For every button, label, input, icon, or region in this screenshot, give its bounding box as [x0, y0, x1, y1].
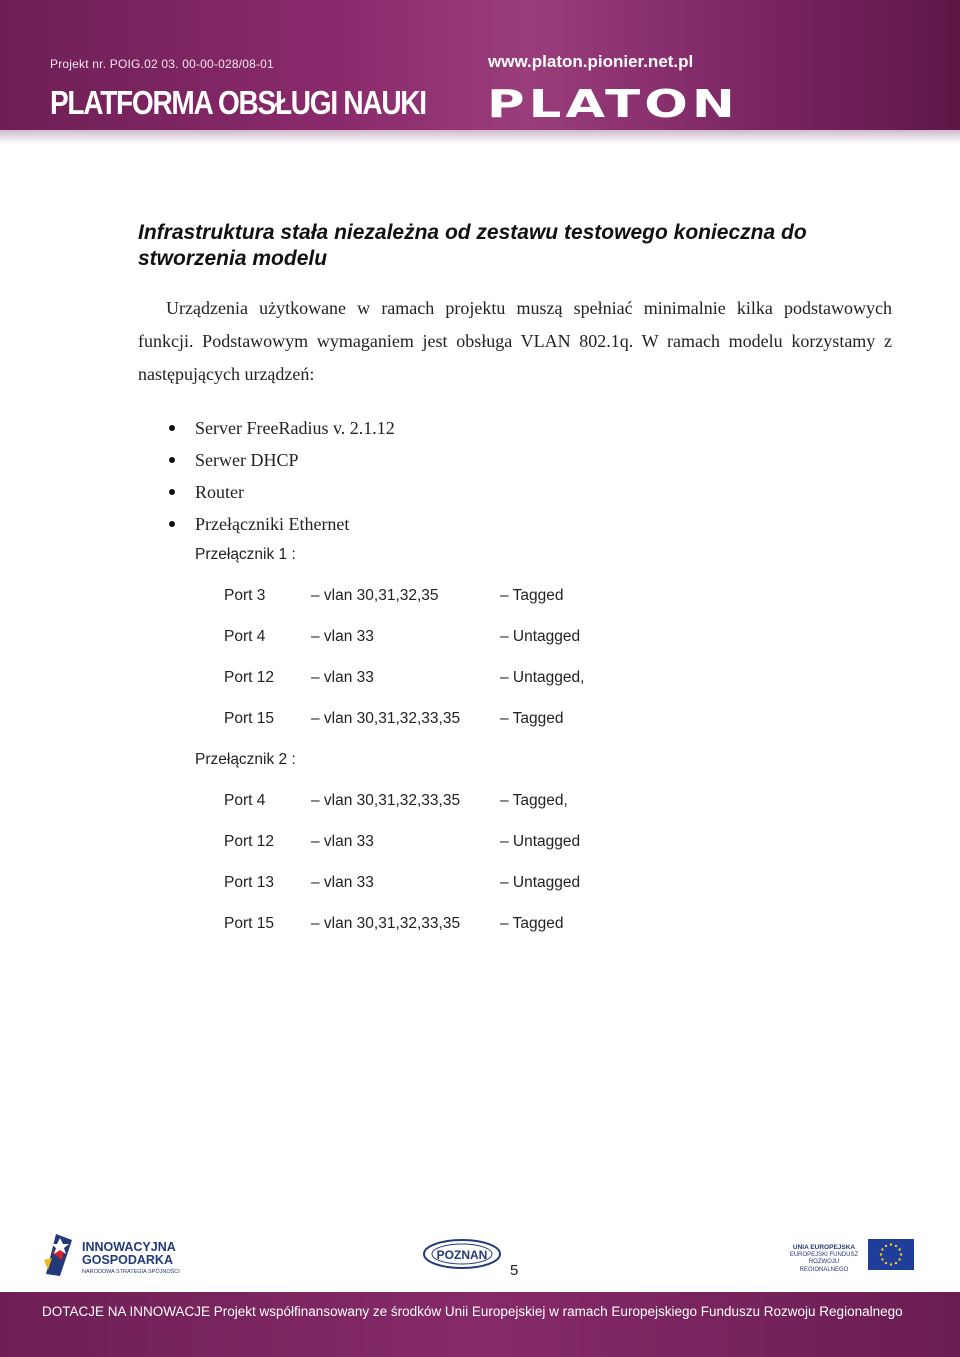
port-mode: – Untagged,: [500, 669, 585, 686]
bullet-icon: [169, 489, 175, 495]
intro-paragraph: [138, 292, 892, 391]
device-list: [138, 412, 395, 540]
port-mode: – Untagged: [500, 628, 581, 645]
eu-line3: ROZWOJU REGIONALNEGO: [799, 1259, 849, 1273]
switch-2-title: Przełącznik 2 :: [195, 751, 296, 768]
bullet-icon: [169, 425, 175, 431]
port-mode: – Untagged: [500, 874, 581, 891]
switch-1-title: Przełącznik 1 :: [195, 546, 296, 563]
port-vlan: – vlan 33: [311, 628, 374, 645]
eu-fund-text: [784, 1244, 864, 1274]
ig-line2: GOSPODARKA: [82, 1253, 173, 1267]
innowacyjna-gospodarka-logo-icon: [42, 1230, 78, 1278]
list-item: [138, 476, 395, 508]
port-mode: – Tagged: [500, 587, 564, 604]
innowacyjna-gospodarka-text: [82, 1241, 176, 1267]
section-heading: Infrastruktura stała niezależna od zestawu testowego konieczna do stworzenia modelu: [138, 221, 807, 270]
list-item-label: Serwer DHCP: [195, 450, 299, 470]
port-vlan: – vlan 33: [311, 874, 374, 891]
port-vlan: – vlan 30,31,32,35: [311, 587, 439, 604]
port-mode: – Tagged: [500, 710, 564, 727]
site-url[interactable]: www.platon.pionier.net.pl: [488, 52, 694, 71]
port-mode: – Tagged,: [500, 792, 568, 809]
ig-line1: INNOWACYJNA: [82, 1240, 176, 1254]
port-name: Port 4: [224, 792, 266, 809]
platform-name: PLATFORMA OBSŁUGI NAUKI: [50, 84, 426, 121]
list-item-label: Server FreeRadius v. 2.1.12: [195, 418, 395, 438]
poznan-logo-icon: [422, 1237, 502, 1271]
list-item: [138, 412, 395, 444]
project-number: Projekt nr. POIG.02 03. 00-00-028/08-01: [50, 57, 274, 71]
poznan-logo-text: POZNAN: [436, 1248, 488, 1262]
port-mode: – Untagged: [500, 833, 581, 850]
port-vlan: – vlan 30,31,32,33,35: [311, 915, 461, 932]
platon-logo: PLATON: [487, 82, 739, 126]
port-vlan: – vlan 33: [311, 669, 374, 686]
table-row: [224, 710, 644, 732]
port-name: Port 13: [224, 874, 274, 891]
port-mode: – Tagged: [500, 915, 564, 932]
port-vlan: – vlan 33: [311, 833, 374, 850]
eu-line2: EUROPEJSKI FUNDUSZ: [789, 1251, 859, 1258]
list-item: [138, 508, 395, 540]
port-vlan: – vlan 30,31,32,33,35: [311, 792, 461, 809]
header-shadow: [0, 130, 960, 144]
port-name: Port 15: [224, 915, 274, 932]
port-name: Port 15: [224, 710, 274, 727]
table-row: [224, 587, 644, 609]
list-item-label: Przełączniki Ethernet: [195, 514, 350, 534]
table-row: [224, 874, 644, 896]
list-item: [138, 444, 395, 476]
table-row: [224, 833, 644, 855]
table-row: [224, 792, 644, 814]
port-name: Port 12: [224, 833, 274, 850]
list-item-label: Router: [195, 482, 244, 502]
port-name: Port 12: [224, 669, 274, 686]
eu-flag-icon: [868, 1239, 914, 1270]
port-vlan: – vlan 30,31,32,33,35: [311, 710, 461, 727]
funding-statement: DOTACJE NA INNOWACJE Projekt współfinansowany ze środków Unii Europejskiej w ramach Europejskiego Funduszu Rozwoju Regionalnego: [42, 1304, 903, 1319]
table-row: [224, 628, 644, 650]
eu-line1: UNIA EUROPEJSKA: [792, 1244, 856, 1251]
table-row: [224, 915, 644, 937]
port-name: Port 4: [224, 628, 266, 645]
page-number: 5: [510, 1262, 519, 1279]
bullet-icon: [169, 457, 175, 463]
table-row: [224, 669, 644, 691]
ig-subtitle: NARODOWA STRATEGIA SPÓJNOŚCI: [82, 1269, 180, 1275]
intro-paragraph-text: Urządzenia użytkowane w ramach projektu muszą spełniać minimalnie kilka podstawowych funkcji. Podstawowym wymaganiem jest obsługa VLAN 802.1q. W ramach modelu korzystamy z następujących urządzeń:: [138, 298, 892, 384]
footer-band: [0, 1292, 960, 1357]
bullet-icon: [169, 521, 175, 527]
port-name: Port 3: [224, 587, 266, 604]
